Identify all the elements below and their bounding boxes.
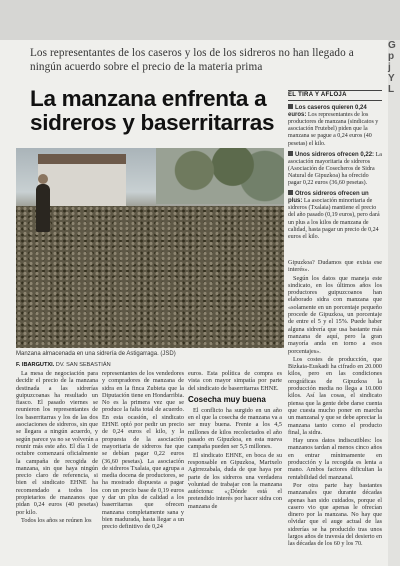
sidebar-item-text: Los representantes de los productores de manzana (sindicatos y asociación Frutebel) piden que la manzana se pague a 0,24 euros (40 pesetas) el kilo. xyxy=(288,112,379,147)
paragraph: euros. Esta política de compra es vista con mayor simpatía por parte del sindicato de baserritarras EHNE. xyxy=(188,370,282,392)
article-headline: La manzana enfrenta a sidreros y baserritarras xyxy=(30,86,275,135)
photo-caption: Manzana almacenada en una sidrería de Astigarraga. (JSD) xyxy=(16,351,176,357)
paragraph: Hay unos datos indiscutibles: los manzanos tardan al menos cinco años en entrar mínimamente en producción y la recogida es lenta a mano. Ambos factores dificultan la rentabilidad del manzanal. xyxy=(288,437,382,481)
page-top-band xyxy=(0,0,400,40)
paragraph: representantes de los vendedores y compradores de manzana de sidra en la finca Zubieta que la Diputación tiene en Hondarribia. No es la primera vez que se produce la falta total de acuerdo. En esta ocasión, el sindicato EHNE optó por pedir un precio de 0,24 euros el kilo, y la propuesta de la asociación mayoritaria de sidreros fue que se debían pagar 0,22 euros (36,60 pesetas). La asociación de sidreros Txalaia, que agrupa a media docena de productores, se ha mostrado dispuesta a pagar con un precio base de 0,19 euros y dar un plus de calidad a los baserritarras que ofrecen manzana completamente sana y bien madurada, hasta llegar a un precio definitivo de 0,24 xyxy=(102,370,184,531)
paragraph: Según los datos que maneja este sindicato, en los últimos años los productores guipuzcoanos han elaborado sidra con manzana que «solamente en un porcentaje pequeño procede de Gipuzkoa, un porcentaje de entre el 5 y el 15%. Puede haber alguna sidrería que usa bastante más manzana de aquí, pero la gran mayoría anda en torno a esos porcentajes». xyxy=(288,274,382,355)
square-bullet-icon xyxy=(288,151,293,156)
strip-letter: L xyxy=(388,84,395,95)
sidebar-item-lead: Otros sidreros ofrecen un plus: xyxy=(288,191,369,205)
byline-author: F. IBARGUTXI. xyxy=(16,362,55,368)
photo-apple-pile xyxy=(16,206,284,348)
photo-farmhouse xyxy=(38,154,126,206)
body-column-3 xyxy=(188,370,282,511)
body-column-2 xyxy=(102,370,184,532)
byline-place: DV. SAN SEBASTIÁN xyxy=(55,362,111,368)
sidebar-item-text: La asociación mayoritaria de sidreros (Asociación de Cosecheros de Sidra Natural de Gipuzkoa) ha ofrecido pagar 0,22 euros (36,60 pesetas). xyxy=(288,151,382,187)
sidebar-item-lead: Los caseros quieren 0,24 euros: xyxy=(288,105,367,119)
paragraph: Todos los años se reúnen los xyxy=(21,516,92,524)
article-byline xyxy=(16,362,286,368)
sidebar-box xyxy=(288,90,382,244)
body-column-4 xyxy=(288,259,382,549)
article-photo xyxy=(16,148,284,348)
strip-letter: p xyxy=(388,51,395,62)
sidebar-item xyxy=(288,190,382,241)
article-kicker: Los representantes de los caseros y los de los sidreros no han llegado a ningún acuerdo sobre el precio de la materia prima xyxy=(30,47,354,73)
photo-trees xyxy=(156,148,284,204)
square-bullet-icon xyxy=(288,104,293,109)
strip-letter: Y xyxy=(388,73,395,84)
sidebar-title: EL TIRA Y AFLOJA xyxy=(288,90,382,101)
sidebar-item xyxy=(288,104,382,148)
sidebar-item xyxy=(288,151,382,187)
square-bullet-icon xyxy=(288,190,293,195)
body-column-1 xyxy=(16,370,98,525)
paragraph: Los costes de producción, que Bizkaia-Euskadi ha cifrado en 20.000 kilos, pero en las condiciones orográficas de Gipuzkoa la producción media no llega a 10.000 kilos. Así las cosas, el sindicato piensa que la gente debe darse cuenta que cuesta mucho poner en marcha un manzanal y que se debe apreciar la manzana tanto como el producto final, la sidra. xyxy=(288,355,382,436)
sidebar-item-lead: Unos sidreros ofrecen 0,22: xyxy=(295,151,375,158)
paragraph: El sindicato EHNE, en boca de su responsable en Gipuzkoa, Martxelo Agirrezabala, duda de que haya por parte de los sidreros una verdadera voluntad de trabajar con la manzana autóctona: «¿Dónde está el pretendido interés por hacer sidra con manzana de xyxy=(188,451,282,510)
section-subhead: Cosecha muy buena xyxy=(188,394,266,404)
adjacent-page-strip xyxy=(388,40,400,566)
sidebar-item-text: La asociación minoritaria de sidreros (Txalaia) mantiene el precio del año pasado (0,19 euros), pero dará un plus a los kilos de manzana de calidad, hasta pagar un precio de 0,24 euros el kilo. xyxy=(288,198,380,240)
paragraph: El conflicto ha surgido en un año en el que la cosecha de manzana va a ser muy buena. Frente a los 4,5 millones de kilos recolectados el año pasado en Gipuzkoa, en esta nueva campaña pueden ser 5,5 millones. xyxy=(188,406,282,451)
photo-person xyxy=(36,184,50,232)
strip-letter: G xyxy=(388,40,396,51)
paragraph: Gipuzkoa? Dudamos que exista ese interés». xyxy=(288,259,382,274)
paragraph: Por otra parte hay bastantes manzanales que durante décadas apenas han sido cuidados, porque el casero vio que apenas le ofrecían dinero por la manzana. No hay que olvidar que el auge actual de las sidrerías se ha producido tras unos largos años de travesía del desierto en las décadas de los 60 y los 70. xyxy=(288,481,382,548)
paragraph: La mesa de negociación para decidir el precio de la manzana destinada a las sidrerías guipuzcoanas ha resultado un fiasco. El pasado viernes se reunieron los representantes de los baserritarras y los de las dos asociaciones de sidreros, sin que se llegara a ningún acuerdo, y según parece ya no se volverán a reunir más este año. El día 1 de octubre comenzará oficialmente la campaña de recogida de manzana, sin que haya ningún precio claro de referencia, si bien el sindicato EHNE ha recomendado a todos los propietarios de manzanos que pidan 0,24 euros (40 pesetas) por kilo. xyxy=(16,370,98,516)
strip-letter: j xyxy=(388,62,391,73)
